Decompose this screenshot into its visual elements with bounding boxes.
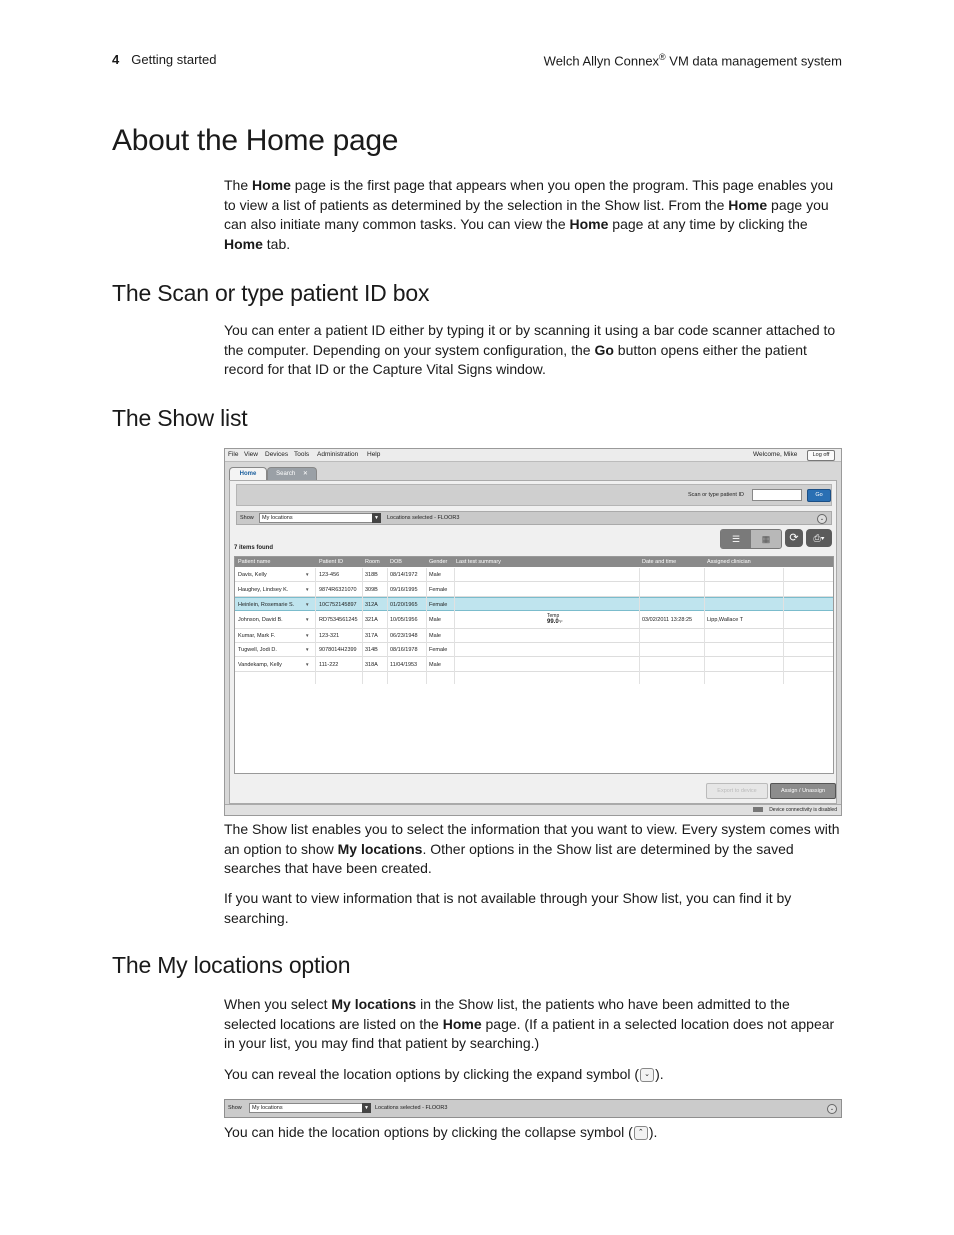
cell-gender: Male: [429, 572, 441, 578]
table-row[interactable]: [235, 597, 833, 611]
row-menu-arrow-icon[interactable]: ▼: [305, 572, 310, 577]
home-panel: [229, 480, 837, 804]
welcome-text: Welcome, Mike: [753, 451, 798, 458]
dropdown-arrow-icon[interactable]: ▼: [372, 513, 381, 523]
col-clinician[interactable]: Assigned clinician: [707, 559, 751, 565]
col-dob[interactable]: DOB: [390, 559, 402, 565]
cell-patient-name: Haughey, Lindsey K.: [238, 586, 289, 593]
connectivity-indicator-icon: [753, 807, 763, 812]
cell-dob: 09/16/1995: [390, 586, 418, 593]
export-to-device-button[interactable]: Export to device: [706, 783, 768, 799]
cell-room: 318A: [365, 662, 378, 668]
cell-room: 312A: [365, 602, 378, 609]
menu-view[interactable]: View: [244, 451, 258, 458]
column-divider: [454, 568, 455, 684]
menu-bar: [225, 449, 841, 462]
table-row[interactable]: [235, 583, 833, 597]
table-row[interactable]: [235, 612, 833, 629]
row-menu-arrow-icon[interactable]: ▼: [305, 586, 310, 592]
cell-gender: Female: [429, 602, 448, 609]
scan-label: Scan or type patient ID: [688, 492, 744, 498]
cell-date-time: 03/02/2011 13:28:25: [642, 616, 693, 623]
test-label: Temp: [547, 612, 560, 619]
test-value: 99.0: [547, 618, 559, 625]
page-title: About the Home page: [112, 124, 399, 157]
scan-paragraph: You can enter a patient ID either by typing it or by scanning it using a bar code scanner attached to the computer. Depending on your system configuration, the Go button opens either the patient record for that ID or the Capture Vital Signs window.: [224, 322, 836, 377]
page-header-left: [112, 52, 217, 67]
status-bar: [225, 804, 841, 815]
col-room[interactable]: Room: [365, 559, 380, 565]
items-found: 7 items found: [234, 545, 274, 551]
cell-patient-name: Kumar, Mark F.: [238, 632, 275, 639]
test-unit: °F: [558, 618, 563, 624]
row-menu-arrow-icon[interactable]: ▼: [305, 616, 310, 622]
cell-gender: Male: [429, 662, 441, 668]
refresh-icon[interactable]: ⟳: [785, 529, 803, 547]
registered-mark: ®: [659, 52, 666, 62]
tab-search[interactable]: Search ✕: [267, 467, 317, 480]
row-menu-arrow-icon[interactable]: ▼: [305, 632, 310, 638]
col-date-time[interactable]: Date and time: [642, 559, 677, 565]
chevron-down-circle-icon: ⌄: [640, 1068, 654, 1082]
close-icon[interactable]: ✕: [302, 471, 308, 477]
cell-gender: Female: [429, 647, 448, 654]
heading-show-list: The Show list: [112, 405, 248, 431]
locations-selected: Locations selected - FLOOR3: [387, 515, 460, 521]
last-test-summary: [547, 613, 563, 625]
show-label: Show: [240, 515, 254, 521]
table-row[interactable]: [235, 643, 833, 657]
heading-my-locations: The My locations option: [112, 952, 351, 978]
col-patient-id[interactable]: Patient ID: [319, 559, 344, 565]
myloc-paragraph-2: You can reveal the location options by clicking the expand symbol ( ⌄ ).: [224, 1066, 664, 1082]
myloc-paragraph-3: You can hide the location options by clicking the collapse symbol ( ⌃ ).: [224, 1124, 658, 1140]
cell-gender: Female: [429, 586, 448, 593]
cell-dob: 11/04/1953: [390, 662, 418, 668]
cell-dob: 08/14/1972: [390, 572, 418, 578]
scan-bar: [236, 484, 832, 506]
table-row[interactable]: [235, 629, 833, 643]
home-page-screenshot: [224, 448, 842, 816]
myloc-paragraph-1: When you select My locations in the Show list, the patients who have been admitted to the selected locations are listed on the Home page. (If a patient in a selected location does not appear in your list, you may find that patient by searching.): [224, 996, 835, 1051]
grid-view-icon[interactable]: ▦: [751, 530, 781, 548]
show-select[interactable]: My locations ▼: [259, 513, 381, 523]
cell-patient-id: 9078014H2399: [319, 647, 357, 654]
show-select[interactable]: My locations ▼: [249, 1103, 371, 1113]
cell-patient-name: Vandekamp, Kelly: [238, 662, 282, 668]
table-row[interactable]: [235, 568, 833, 582]
page-header-right: [544, 52, 842, 68]
cell-dob: 06/23/1948: [390, 632, 418, 639]
heading-scan: The Scan or type patient ID box: [112, 280, 430, 306]
cell-patient-id: 123-456: [319, 572, 340, 578]
view-toggle: [720, 529, 782, 549]
cell-patient-id: 9874R6321070: [319, 586, 357, 593]
column-divider: [783, 568, 784, 684]
product-name: Welch Allyn Connex: [543, 53, 660, 69]
column-divider: [639, 568, 640, 684]
cell-room: 317A: [365, 632, 378, 639]
col-gender[interactable]: Gender: [429, 559, 448, 565]
product-name-suffix: VM data management system: [665, 53, 842, 69]
tab-row: [225, 462, 841, 480]
column-divider: [362, 568, 363, 684]
cell-dob: 01/20/1965: [390, 602, 418, 609]
column-divider: [426, 568, 427, 684]
show-paragraph-2: If you want to view information that is not available through your Show list, you can find it by searching.: [224, 890, 792, 926]
row-menu-arrow-icon[interactable]: ▼: [305, 662, 310, 667]
cell-room: 309B: [365, 586, 378, 593]
print-icon[interactable]: ⎙▾: [806, 529, 832, 547]
menu-devices[interactable]: Devices: [265, 451, 289, 458]
cell-dob: 10/05/1956: [390, 616, 418, 623]
go-button[interactable]: Go: [807, 489, 831, 502]
column-divider: [315, 568, 316, 684]
menu-tools[interactable]: Tools: [294, 451, 310, 458]
cell-patient-name: Johnson, David B.: [238, 616, 283, 623]
cell-room: 318B: [365, 572, 378, 578]
show-paragraph-1: The Show list enables you to select the information that you want to view. Every system comes with an option to show My locations. Other options in the Show list are determined by the saved searches that have been created.: [224, 821, 840, 876]
cell-room: 321A: [365, 616, 378, 623]
list-view-icon[interactable]: ☰: [721, 530, 751, 548]
cell-patient-id: 123-321: [319, 632, 340, 639]
table-row[interactable]: [235, 658, 833, 672]
locations-selected: Locations selected - FLOOR3: [375, 1105, 448, 1111]
show-bar: [236, 511, 832, 525]
cell-gender: Male: [429, 616, 441, 623]
cell-patient-id: RD7534561245: [319, 616, 358, 623]
chevron-up-circle-icon: ⌃: [634, 1126, 648, 1140]
show-label: Show: [228, 1105, 242, 1111]
tab-home[interactable]: Home: [229, 467, 267, 480]
cell-room: 314B: [365, 647, 378, 654]
row-menu-arrow-icon[interactable]: ▼: [305, 602, 310, 608]
cell-clinician: Lipp,Wallace T: [707, 616, 744, 623]
table-header: [235, 557, 833, 567]
show-bar-screenshot: [224, 1099, 842, 1118]
row-menu-arrow-icon[interactable]: ▼: [305, 647, 310, 653]
section-name: Getting started: [131, 52, 217, 67]
status-text: Device connectivity is disabled: [769, 807, 837, 813]
chevron-down-circle-icon[interactable]: ⌄: [817, 514, 827, 524]
cell-patient-name: Davis, Kelly: [238, 572, 267, 578]
dropdown-arrow-icon[interactable]: ▼: [362, 1103, 371, 1113]
column-divider: [387, 568, 388, 684]
logoff-button[interactable]: Log off: [807, 450, 835, 461]
col-patient-name[interactable]: Patient name: [238, 559, 271, 565]
col-last-test[interactable]: Last test summary: [456, 559, 501, 565]
menu-administration[interactable]: Administration: [317, 451, 359, 458]
cell-gender: Male: [429, 632, 441, 639]
menu-file[interactable]: File: [228, 451, 239, 458]
intro-paragraph: The Home page is the first page that appears when you open the program. This page enables you to view a list of patients as determined by the selection in the Show list. From the Home page you can also initiate many common tasks. You can view the Home page at any time by clicking the Home tab.: [224, 177, 834, 252]
cell-dob: 08/16/1978: [390, 647, 418, 654]
column-divider: [704, 568, 705, 684]
cell-patient-id: 10C752145897: [319, 602, 357, 609]
menu-help[interactable]: Help: [367, 451, 381, 458]
assign-unassign-button[interactable]: Assign / Unassign: [770, 783, 836, 799]
cell-patient-name: Tugwell, Jodi D.: [238, 647, 277, 654]
patient-table: [234, 556, 834, 774]
cell-patient-id: 111-222: [319, 662, 339, 668]
chevron-down-circle-icon[interactable]: ⌄: [827, 1104, 837, 1114]
cell-patient-name: Heinlein, Rosemarie S.: [238, 602, 295, 609]
page-number: 4: [112, 52, 120, 67]
patient-id-input[interactable]: [752, 489, 802, 501]
